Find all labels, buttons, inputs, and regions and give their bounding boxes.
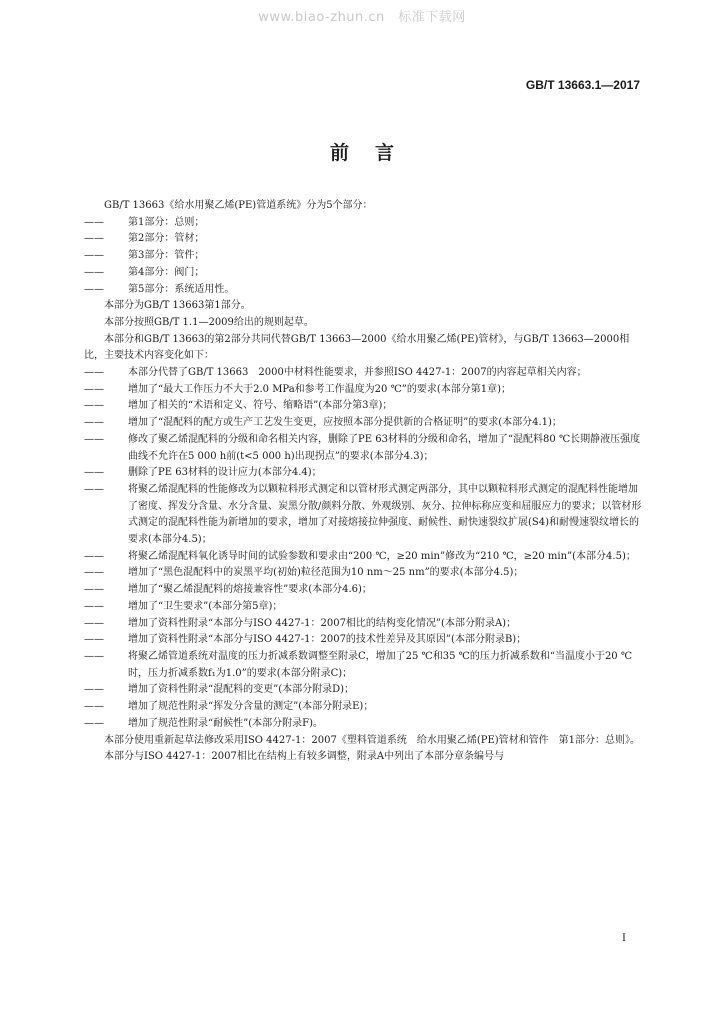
paragraph	[84, 749, 642, 766]
paragraph	[84, 198, 642, 215]
paragraph-text: 增加了“最大工作压力不大于2.0 MPa和参考工作温度为20 ℃”的要求(本部分第1章)；	[128, 383, 512, 395]
list-item	[84, 599, 642, 616]
paragraph-text: 第5部分：系统适用性。	[128, 283, 235, 295]
list-item	[84, 482, 642, 549]
list-item	[84, 382, 642, 399]
paragraph-text: 增加了“卫生要求”(本部分第5章)；	[128, 600, 283, 612]
list-item	[84, 699, 642, 716]
dash-marker: ——	[84, 233, 104, 245]
list-item	[84, 616, 642, 633]
paragraph-text: 增加了资料性附录“混配料的变更”(本部分附录D)；	[128, 684, 355, 696]
dash-marker: ——	[84, 701, 104, 713]
page-number: I	[622, 933, 626, 944]
dash-marker: ——	[84, 283, 104, 295]
paragraph	[84, 733, 642, 750]
paragraph-text: 增加了“混配料的配方或生产工艺发生变更，应按照本部分提供新的合格证明”的要求(本部分4.1)；	[128, 417, 562, 429]
paragraph-text: 删除了PE 63材料的设计应力(本部分4.4)；	[128, 467, 322, 479]
paragraph-text: 本部分为GB/T 13663第1部分。	[104, 300, 251, 312]
dash-marker: ——	[84, 567, 104, 579]
paragraph-text: 本部分使用重新起草法修改采用ISO 4427-1：2007《塑料管道系统 给水用聚乙烯(PE)管材和管件 第1部分：总则》。	[104, 734, 641, 746]
dash-marker: ——	[84, 216, 104, 228]
paragraph-text: 增加了“黑色混配料中的炭黑平均(初始)粒径范围为10 nm～25 nm”的要求(本部分4.5)；	[128, 567, 524, 579]
paragraph-text: 增加了资料性附录“本部分与ISO 4427-1：2007的技术性差异及其原因”(本部分附录B)；	[128, 634, 527, 646]
dash-marker: ——	[84, 400, 104, 412]
list-item	[84, 682, 642, 699]
paragraph-text: 第2部分：管材；	[128, 233, 205, 245]
list-item	[84, 582, 642, 599]
paragraph-text: GB/T 13663《给水用聚乙烯(PE)管道系统》分为5个部分：	[104, 200, 373, 211]
dash-marker: ——	[84, 584, 104, 596]
page-title: 前言	[329, 142, 420, 164]
paragraph-text: 本部分按照GB/T 1.1—2009给出的规则起草。	[104, 316, 314, 328]
dash-marker: ——	[84, 550, 104, 562]
dash-marker: ——	[84, 483, 104, 495]
paragraph-text: 将聚乙烯管道系统对温度的压力折减系数调整至附录C，增加了25 ℃和35 ℃的压力折减系数和“当温度小于20 ℃时，压力折减系数f₁为1.0”的要求(本部分附录C)；	[128, 650, 633, 679]
paragraph	[84, 298, 642, 315]
paragraph-text: 将聚乙烯混配料的性能修改为以颗粒料形式测定和以管材形式测定两部分，其中以颗粒料形式测定的混配料性能增加了密度、挥发分含量、水分含量、炭黑分散/颜料分散、外观级别、灰分、拉伸标称应变和屈服应力的要求；以管材形式测定的混配料性能为新增加的要求，增加了对接熔接拉伸强度、耐候性、耐快速裂纹扩展(S4)和耐慢速裂纹增长的要求(本部分4.5)；	[128, 483, 642, 546]
dash-marker: ——	[84, 650, 104, 662]
dash-marker: ——	[84, 684, 104, 696]
dash-marker: ——	[84, 250, 104, 262]
list-item	[84, 649, 642, 682]
list-item	[84, 231, 642, 248]
paragraph-text: 将聚乙烯混配料氧化诱导时间的试验参数和要求由“200 ℃，≥20 min”修改为“210 ℃，≥20 min”(本部分4.5)；	[128, 550, 636, 562]
list-item	[84, 565, 642, 582]
dash-marker: ——	[84, 433, 104, 445]
list-item	[84, 248, 642, 265]
dash-marker: ——	[84, 367, 104, 379]
list-item	[84, 265, 642, 282]
watermark: www.biao-zhun.cn 标准下载网	[258, 10, 466, 25]
document-body	[84, 198, 642, 766]
dash-marker: ——	[84, 600, 104, 612]
paragraph	[84, 315, 642, 332]
paragraph-text: 增加了规范性附录“挥发分含量的测定”(本部分附录E)；	[128, 701, 374, 713]
document-code: GB/T 13663.1—2017	[525, 78, 640, 92]
list-item	[84, 398, 642, 415]
paragraph-text: 增加了资料性附录“本部分与ISO 4427-1：2007相比的结构变化情况”(本部分附录A)；	[128, 617, 517, 629]
paragraph-text: 本部分和GB/T 13663的第2部分共同代替GB/T 13663—2000《给水用聚乙烯(PE)管材》，与GB/T 13663—2000相比，主要技术内容变化如下：	[84, 333, 630, 362]
dash-marker: ——	[84, 467, 104, 479]
paragraph-text: 第4部分：阀门；	[128, 266, 205, 278]
dash-marker: ——	[84, 717, 104, 729]
paragraph	[84, 332, 642, 365]
dash-marker: ——	[84, 266, 104, 278]
dash-marker: ——	[84, 383, 104, 395]
list-item	[84, 549, 642, 566]
list-item	[84, 465, 642, 482]
dash-marker: ——	[84, 617, 104, 629]
list-item	[84, 415, 642, 432]
paragraph-text: 增加了相关的“术语和定义、符号、缩略语”(本部分第3章)；	[128, 400, 393, 412]
list-item	[84, 215, 642, 232]
list-item	[84, 282, 642, 299]
dash-marker: ——	[84, 417, 104, 429]
paragraph-text: 增加了“聚乙烯混配料的熔接兼容性”要求(本部分4.6)；	[128, 584, 372, 596]
list-item	[84, 432, 642, 465]
list-item	[84, 365, 642, 382]
paragraph-text: 修改了聚乙烯混配料的分级和命名相关内容，删除了PE 63材料的分级和命名，增加了“混配料80 ℃长期静液压强度曲线不允许在5 000 h前(t<5 000 h)出现拐点”的要求(本部分4.3)；	[128, 433, 641, 462]
dash-marker: ——	[84, 634, 104, 646]
list-item	[84, 632, 642, 649]
paragraph-text: 第3部分：管件；	[128, 250, 205, 262]
paragraph-text: 第1部分：总则；	[128, 216, 205, 228]
paragraph-text: 增加了规范性附录“耐候性”(本部分附录F)。	[128, 717, 323, 729]
paragraph-text: 本部分与ISO 4427-1：2007相比在结构上有较多调整，附录A中列出了本部分章条编号与	[104, 751, 505, 763]
paragraph-text: 本部分代替了GB/T 13663 2000中材料性能要求，并参照ISO 4427-1：2007的内容起草相关内容；	[128, 367, 587, 379]
list-item	[84, 716, 642, 733]
